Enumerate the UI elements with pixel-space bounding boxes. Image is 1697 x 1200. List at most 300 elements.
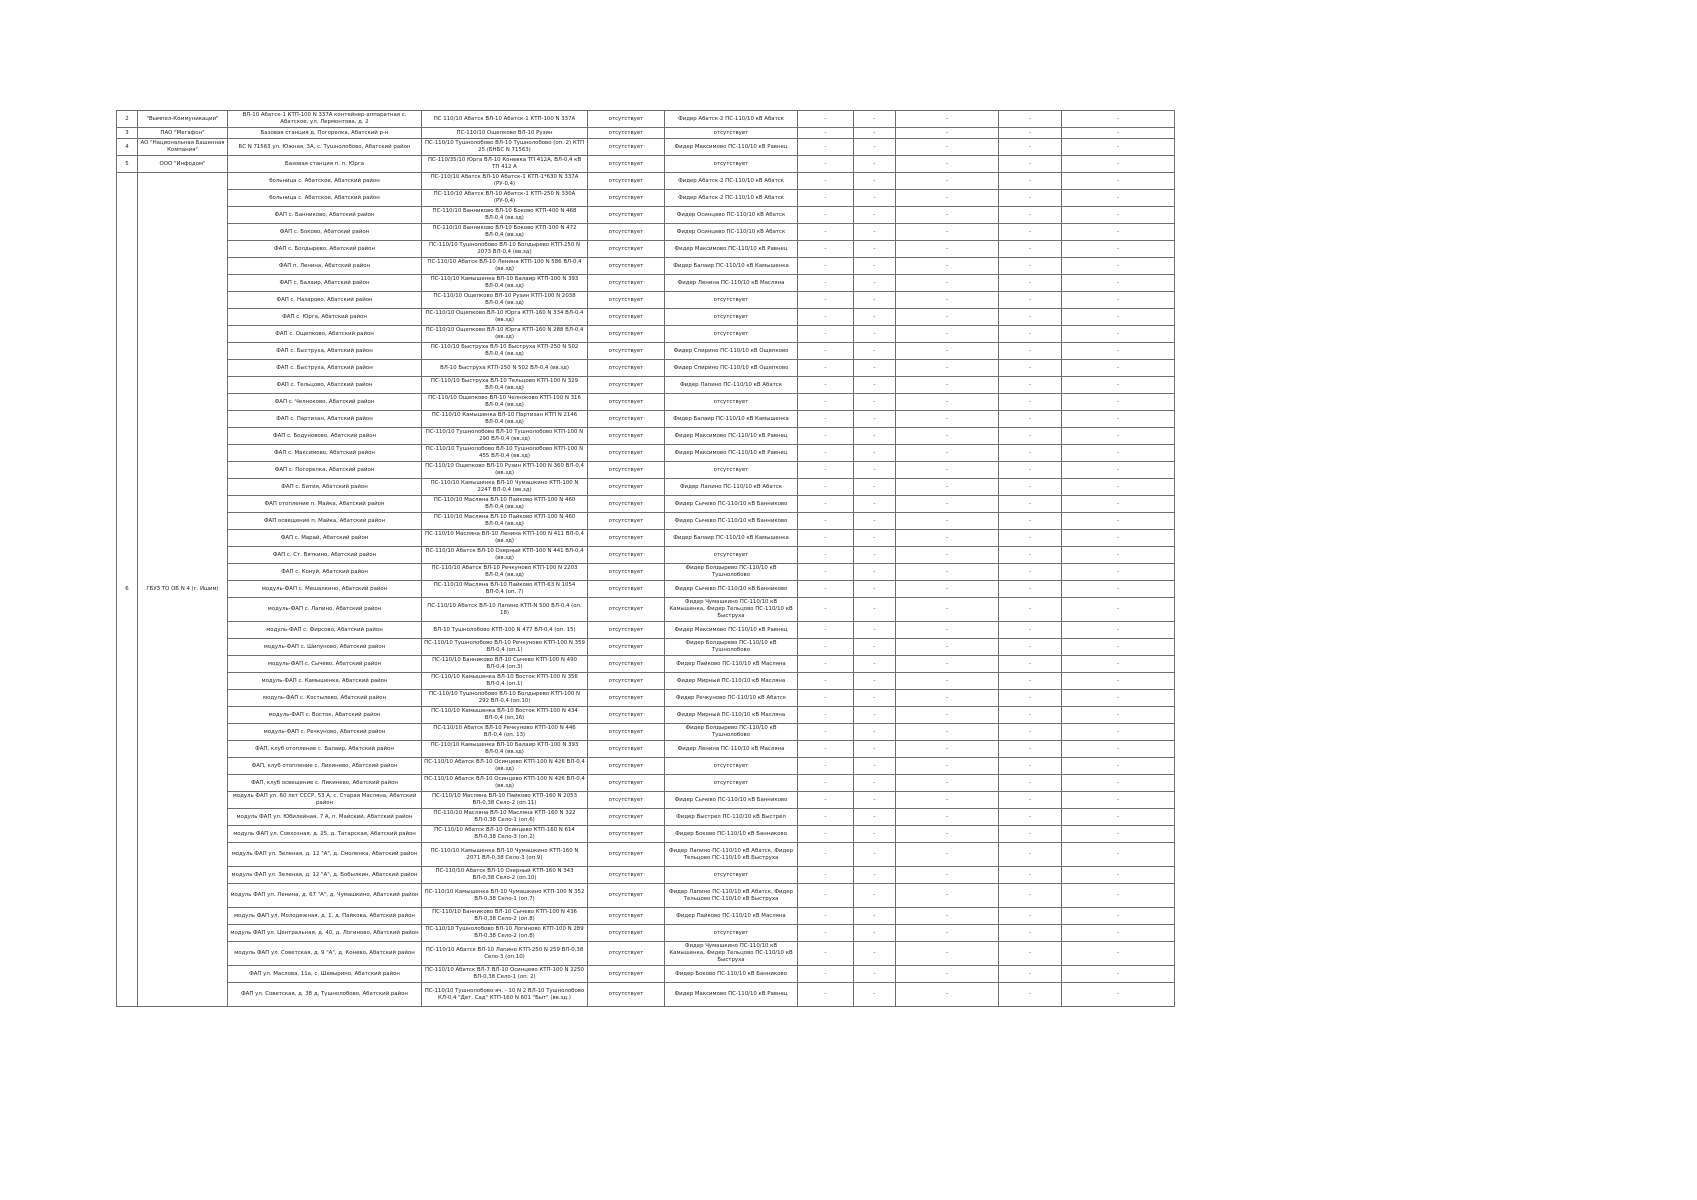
cell-feeder: Фидер Ленина ПС-110/10 кВ Масляна <box>665 741 798 758</box>
cell-obj: ФАП с. Ст. Вяткино, Абатский район <box>228 547 422 564</box>
cell-c4: - <box>999 139 1062 156</box>
cell-c2: - <box>854 326 896 343</box>
table-row <box>117 983 1175 1007</box>
cell-c4: - <box>999 513 1062 530</box>
table-row <box>117 942 1175 966</box>
cell-obj: модуль-ФАП с. Восток, Абатский район <box>228 707 422 724</box>
cell-feeder: Фидер Максимово ПС-110/10 кВ Равнец <box>665 983 798 1007</box>
cell-res: отсутствует <box>588 843 665 867</box>
table-row <box>117 224 1175 241</box>
cell-res: отсутствует <box>588 656 665 673</box>
cell-obj: модуль-ФАП с. Шипуново, Абатский район <box>228 639 422 656</box>
table-row <box>117 884 1175 908</box>
cell-res: отсутствует <box>588 156 665 173</box>
cell-obj: модуль-ФАП с. Фирсово, Абатский район <box>228 622 422 639</box>
cell-c3: - <box>896 479 999 496</box>
cell-c2: - <box>854 942 896 966</box>
cell-c3: - <box>896 758 999 775</box>
cell-obj: ФАП отопление п. Майка, Абатский район <box>228 496 422 513</box>
cell-c1: - <box>798 156 854 173</box>
cell-obj: ФАП с. Юрга, Абатский район <box>228 309 422 326</box>
cell-c5: - <box>1062 622 1175 639</box>
cell-c3: - <box>896 639 999 656</box>
cell-c3: - <box>896 173 999 190</box>
cell-c3: - <box>896 884 999 908</box>
cell-feeder: Фидер Максимово ПС-110/10 кВ Равнец <box>665 622 798 639</box>
cell-c4: - <box>999 690 1062 707</box>
cell-obj: ФАП, клуб отопление с. Балаир, Абатский район <box>228 741 422 758</box>
cell-c5: - <box>1062 479 1175 496</box>
cell-c1: - <box>798 867 854 884</box>
organization: ООО "Инфодом" <box>138 156 228 173</box>
cell-c1: - <box>798 983 854 1007</box>
cell-feeder: Фидер Осинцево ПС-110/10 кВ Абатск <box>665 224 798 241</box>
cell-res: отсутствует <box>588 513 665 530</box>
cell-src: ПС-110/10 Абатск ВЛ-10 Озерный КТП-160 N 343 ВЛ-0,38 Село-2 (оп.10) <box>422 867 588 884</box>
cell-c3: - <box>896 275 999 292</box>
cell-res: отсутствует <box>588 547 665 564</box>
cell-c2: - <box>854 884 896 908</box>
cell-c3: - <box>896 258 999 275</box>
cell-c3: - <box>896 656 999 673</box>
cell-res: отсутствует <box>588 758 665 775</box>
cell-c4: - <box>999 530 1062 547</box>
cell-c1: - <box>798 741 854 758</box>
cell-feeder: Фидер Сычево ПС-110/10 кВ Банниково <box>665 581 798 598</box>
row-number: 6 <box>117 173 138 1007</box>
cell-c4: - <box>999 496 1062 513</box>
cell-c4: - <box>999 581 1062 598</box>
cell-c4: - <box>999 925 1062 942</box>
cell-c1: - <box>798 622 854 639</box>
cell-src: ВЛ-10 Тушнолобово КТП-100 N 477 ВЛ-0,4 (оп. 15) <box>422 622 588 639</box>
cell-feeder: Фидер Балаир ПС-110/10 кВ Камышенка <box>665 258 798 275</box>
table-body <box>117 111 1175 1007</box>
cell-feeder: Фидер Осинцево ПС-110/10 кВ Абатск <box>665 207 798 224</box>
cell-c2: - <box>854 741 896 758</box>
table-row <box>117 775 1175 792</box>
cell-feeder: Фидер Спирино ПС-110/10 кВ Ощепково <box>665 360 798 377</box>
cell-src: ВЛ-10 Быструха КТП-250 N 502 ВЛ-0,4 (вв.зд) <box>422 360 588 377</box>
cell-c5: - <box>1062 942 1175 966</box>
cell-feeder: Фидер Ленина ПС-110/10 кВ Масляна <box>665 275 798 292</box>
cell-feeder: отсутствует <box>665 156 798 173</box>
cell-c2: - <box>854 639 896 656</box>
cell-c5: - <box>1062 411 1175 428</box>
cell-obj: ФАП с. Максимово, Абатский район <box>228 445 422 462</box>
cell-c2: - <box>854 758 896 775</box>
cell-c1: - <box>798 428 854 445</box>
cell-c2: - <box>854 792 896 809</box>
cell-c3: - <box>896 966 999 983</box>
cell-c1: - <box>798 547 854 564</box>
cell-res: отсутствует <box>588 598 665 622</box>
cell-c4: - <box>999 724 1062 741</box>
cell-c4: - <box>999 792 1062 809</box>
cell-c3: - <box>896 428 999 445</box>
cell-res: отсутствует <box>588 707 665 724</box>
cell-c4: - <box>999 190 1062 207</box>
cell-c1: - <box>798 224 854 241</box>
cell-c3: - <box>896 673 999 690</box>
cell-c5: - <box>1062 707 1175 724</box>
cell-c1: - <box>798 598 854 622</box>
table-row <box>117 564 1175 581</box>
cell-c5: - <box>1062 394 1175 411</box>
cell-c1: - <box>798 707 854 724</box>
cell-c2: - <box>854 275 896 292</box>
cell-c3: - <box>896 925 999 942</box>
cell-res: отсутствует <box>588 309 665 326</box>
cell-c3: - <box>896 724 999 741</box>
cell-res: отсутствует <box>588 241 665 258</box>
cell-src: ПС-110/10 Тушнолобово яч. - 10 N 2 ВЛ-10 Тушнолобово КЛ-0,4 "Дет. Сад" КТП-160 N 601 "Быт" (вв.зд.) <box>422 983 588 1007</box>
cell-c2: - <box>854 377 896 394</box>
cell-res: отсутствует <box>588 673 665 690</box>
cell-feeder: отсутствует <box>665 867 798 884</box>
cell-obj: БС N 71563 ул. Южная, 3А, с. Тушнолобово, Абатский район <box>228 139 422 156</box>
cell-feeder: Фидер Боково ПС-110/10 кВ Банниково <box>665 966 798 983</box>
cell-src: ПС-110/10 Быструха ВЛ-10 Быструха КТП-250 N 502 ВЛ-0,4 (вв.зд) <box>422 343 588 360</box>
table-row <box>117 479 1175 496</box>
cell-src: ПС-110/10 Масляна ВЛ-10 Пайково КТП-63 N 1054 ВЛ-0,4 (оп. 7) <box>422 581 588 598</box>
cell-feeder: отсутствует <box>665 128 798 139</box>
cell-src: ПС-110/10 Быструха ВЛ-10 Тельцово КТП-100 N 329 ВЛ-0,4 (вв.зд) <box>422 377 588 394</box>
cell-c5: - <box>1062 513 1175 530</box>
cell-c3: - <box>896 496 999 513</box>
cell-feeder: Фидер Болдырево ПС-110/10 кВ Тушнолобово <box>665 724 798 741</box>
cell-c1: - <box>798 377 854 394</box>
cell-c1: - <box>798 394 854 411</box>
cell-feeder: Фидер Абатск-2 ПС-110/10 кВ Абатск <box>665 111 798 128</box>
cell-c2: - <box>854 673 896 690</box>
cell-c1: - <box>798 925 854 942</box>
organization: АО "Национальная Башенная Компания" <box>138 139 228 156</box>
cell-feeder: отсутствует <box>665 775 798 792</box>
cell-feeder: отсутствует <box>665 462 798 479</box>
cell-c2: - <box>854 690 896 707</box>
cell-c1: - <box>798 128 854 139</box>
cell-c3: - <box>896 224 999 241</box>
cell-c4: - <box>999 309 1062 326</box>
cell-c5: - <box>1062 462 1175 479</box>
cell-src: ПС-110/10 Абатск ВЛ-10 Осинцево КТП-100 N 426 ВЛ-0,4 (вв.зд) <box>422 775 588 792</box>
cell-res: отсутствует <box>588 258 665 275</box>
table-row <box>117 128 1175 139</box>
cell-c1: - <box>798 758 854 775</box>
cell-c3: - <box>896 775 999 792</box>
cell-c5: - <box>1062 530 1175 547</box>
cell-res: отсутствует <box>588 377 665 394</box>
cell-c2: - <box>854 724 896 741</box>
row-number: 2 <box>117 111 138 128</box>
cell-src: ПС-110/10 Камышенка ВЛ-10 Балаир КТП-100 N 393 ВЛ-0,4 (вв.зд) <box>422 275 588 292</box>
cell-c4: - <box>999 394 1062 411</box>
cell-src: ПС-110/10 Ощепково ВЛ-10 Рузин <box>422 128 588 139</box>
cell-c4: - <box>999 479 1062 496</box>
cell-feeder: Фидер Пайково ПС-110/10 кВ Масляна <box>665 656 798 673</box>
cell-c2: - <box>854 462 896 479</box>
cell-c4: - <box>999 343 1062 360</box>
cell-obj: ФАП с. Челноково, Абатский район <box>228 394 422 411</box>
cell-c3: - <box>896 983 999 1007</box>
table-row <box>117 925 1175 942</box>
cell-c4: - <box>999 224 1062 241</box>
cell-c2: - <box>854 966 896 983</box>
cell-obj: модуль ФАП ул. Юбилейная, 7 А, п. Майский, Абатский район <box>228 809 422 826</box>
cell-c5: - <box>1062 496 1175 513</box>
cell-c4: - <box>999 241 1062 258</box>
table-row <box>117 462 1175 479</box>
cell-obj: ФАП с. Назарово, Абатский район <box>228 292 422 309</box>
cell-src: ПС-110/10 Абатск ВЛ-10 Абатск-1 КТП-1*630 N 337А (РУ-0,4) <box>422 173 588 190</box>
cell-feeder: Фидер Болдырево ПС-110/10 кВ Тушнолобово <box>665 564 798 581</box>
table-row <box>117 207 1175 224</box>
cell-feeder: Фидер Максимово ПС-110/10 кВ Равнец <box>665 139 798 156</box>
cell-c5: - <box>1062 809 1175 826</box>
cell-c2: - <box>854 292 896 309</box>
cell-src: ПС-110/10 Камышенка ВЛ-10 Чумашкино КТП-160 N 2071 ВЛ-0,38 Село-3 (оп.9) <box>422 843 588 867</box>
table-row <box>117 809 1175 826</box>
cell-c3: - <box>896 843 999 867</box>
cell-c4: - <box>999 128 1062 139</box>
cell-obj: модуль ФАП ул. Зеленая, д. 12 "А", д. Бобылкин, Абатский район <box>228 867 422 884</box>
cell-c5: - <box>1062 173 1175 190</box>
cell-res: отсутствует <box>588 445 665 462</box>
cell-c4: - <box>999 809 1062 826</box>
cell-c4: - <box>999 884 1062 908</box>
cell-c4: - <box>999 360 1062 377</box>
cell-obj: ВЛ-10 Абатск-1 КТП-100 N 337А контейнер-аппаратная с. Абатское, ул. Лермонтова, д. 2 <box>228 111 422 128</box>
cell-feeder: Фидер Лапино ПС-110/10 кВ Абатск, Фидер Тельцово ПС-110/10 кВ Быструха <box>665 843 798 867</box>
cell-obj: ФАП с. Банниково, Абатский район <box>228 207 422 224</box>
cell-c5: - <box>1062 983 1175 1007</box>
cell-c1: - <box>798 673 854 690</box>
cell-src: ПС-110/10 Абатск ВЛ-10 Абатск-1 КТП-250 N 330А (РУ-0,4) <box>422 190 588 207</box>
cell-src: ПС-110/10 Абатск ВЛ-10 Речкуново КТП-100 N 446 ВЛ-0,4 (оп. 13) <box>422 724 588 741</box>
cell-c5: - <box>1062 343 1175 360</box>
cell-feeder: Фидер Речкуново ПС-110/10 кВ Абатск <box>665 690 798 707</box>
cell-c2: - <box>854 925 896 942</box>
cell-c1: - <box>798 809 854 826</box>
cell-c2: - <box>854 908 896 925</box>
cell-c3: - <box>896 581 999 598</box>
row-number: 5 <box>117 156 138 173</box>
cell-obj: больница с. Абатское, Абатский район <box>228 173 422 190</box>
cell-c4: - <box>999 411 1062 428</box>
cell-obj: ФАП с. Марай, Абатский район <box>228 530 422 547</box>
cell-c3: - <box>896 111 999 128</box>
cell-c5: - <box>1062 564 1175 581</box>
cell-c2: - <box>854 530 896 547</box>
cell-c3: - <box>896 707 999 724</box>
cell-src: ПС-110/10 Масляна ВЛ-10 Масляна КТП-160 N 322 ВЛ-0,38 Село-1 (оп.6) <box>422 809 588 826</box>
cell-res: отсутствует <box>588 983 665 1007</box>
cell-c3: - <box>896 547 999 564</box>
cell-c1: - <box>798 966 854 983</box>
cell-c5: - <box>1062 360 1175 377</box>
table-row <box>117 690 1175 707</box>
cell-c2: - <box>854 843 896 867</box>
cell-c4: - <box>999 428 1062 445</box>
cell-res: отсутствует <box>588 826 665 843</box>
cell-feeder: Фидер Абатск-2 ПС-110/10 кВ Абатск <box>665 190 798 207</box>
cell-c2: - <box>854 258 896 275</box>
cell-c2: - <box>854 707 896 724</box>
cell-res: отсутствует <box>588 639 665 656</box>
table-row <box>117 530 1175 547</box>
cell-c5: - <box>1062 884 1175 908</box>
cell-c4: - <box>999 547 1062 564</box>
cell-c5: - <box>1062 792 1175 809</box>
cell-c3: - <box>896 462 999 479</box>
cell-src: ПС-110/10 Масляна ВЛ-10 Пайково КТП-100 N 460 ВЛ-0,4 (вв.зд) <box>422 513 588 530</box>
cell-res: отсутствует <box>588 207 665 224</box>
table-row <box>117 724 1175 741</box>
cell-c5: - <box>1062 275 1175 292</box>
cell-res: отсутствует <box>588 741 665 758</box>
table-row <box>117 707 1175 724</box>
cell-c1: - <box>798 173 854 190</box>
cell-c5: - <box>1062 292 1175 309</box>
cell-c2: - <box>854 445 896 462</box>
cell-res: отсутствует <box>588 966 665 983</box>
cell-c2: - <box>854 411 896 428</box>
table-row <box>117 673 1175 690</box>
table-row <box>117 173 1175 190</box>
cell-src: ПС-110/10 Тушнолобово ВЛ-10 Тушнолобово (оп. 2) КТП 25 (БНБС N 71563) <box>422 139 588 156</box>
table-row <box>117 377 1175 394</box>
cell-c5: - <box>1062 690 1175 707</box>
cell-c2: - <box>854 622 896 639</box>
cell-feeder: Фидер Сычево ПС-110/10 кВ Банниково <box>665 513 798 530</box>
cell-res: отсутствует <box>588 564 665 581</box>
cell-src: ПС-110/10 Банниково ВЛ-10 Сычево КТП-100 N 436 ВЛ-0,38 Село-2 (оп.8) <box>422 908 588 925</box>
cell-c4: - <box>999 942 1062 966</box>
cell-res: отсутствует <box>588 724 665 741</box>
cell-src: ПС-110/10 Камышенка ВЛ-10 Балаир КТП-100 N 393 ВЛ-0,4 (вв.зд) <box>422 741 588 758</box>
cell-c1: - <box>798 690 854 707</box>
cell-res: отсутствует <box>588 775 665 792</box>
cell-c5: - <box>1062 111 1175 128</box>
cell-obj: модуль ФАП ул. Молодежная, д. 1, д. Пайкова, Абатский район <box>228 908 422 925</box>
cell-res: отсутствует <box>588 479 665 496</box>
cell-c1: - <box>798 207 854 224</box>
cell-obj: ФАП, клуб освещение с. Ликинево, Абатский район <box>228 775 422 792</box>
cell-c5: - <box>1062 139 1175 156</box>
cell-res: отсутствует <box>588 173 665 190</box>
cell-c3: - <box>896 292 999 309</box>
cell-c2: - <box>854 207 896 224</box>
cell-feeder: Фидер Лапино ПС-110/10 кВ Абатск, Фидер Тельцово ПС-110/10 кВ Быструха <box>665 884 798 908</box>
cell-src: ПС-110/10 Тушнолобово ВЛ-10 Речкуново КТП-100 N 359 ВЛ-0,4 (оп.1) <box>422 639 588 656</box>
cell-feeder: Фидер Абатск-2 ПС-110/10 кВ Абатск <box>665 173 798 190</box>
cell-src: ПС-110/10 Абатск ВЛ-10 Озерный КТП-100 N 441 ВЛ-0,4 (вв.зд) <box>422 547 588 564</box>
cell-c5: - <box>1062 377 1175 394</box>
cell-obj: ФАП с. Бодуновово, Абатский район <box>228 428 422 445</box>
table-row <box>117 309 1175 326</box>
cell-c2: - <box>854 343 896 360</box>
cell-res: отсутствует <box>588 139 665 156</box>
cell-c3: - <box>896 867 999 884</box>
cell-c1: - <box>798 942 854 966</box>
cell-c3: - <box>896 394 999 411</box>
cell-feeder: Фидер Балаир ПС-110/10 кВ Камышенка <box>665 530 798 547</box>
table-row <box>117 758 1175 775</box>
cell-c4: - <box>999 983 1062 1007</box>
cell-res: отсутствует <box>588 622 665 639</box>
cell-c1: - <box>798 111 854 128</box>
cell-feeder: Фидер Мирный ПС-110/10 кВ Масляна <box>665 707 798 724</box>
cell-c2: - <box>854 867 896 884</box>
cell-res: отсутствует <box>588 224 665 241</box>
cell-c2: - <box>854 547 896 564</box>
cell-c3: - <box>896 207 999 224</box>
cell-feeder: Фидер Чумашкино ПС-110/10 кВ Камышенка, Фидер Тельцово ПС-110/10 кВ Быструха <box>665 942 798 966</box>
cell-c2: - <box>854 598 896 622</box>
cell-obj: ФАП освещение п. Майка, Абатский район <box>228 513 422 530</box>
cell-res: отсутствует <box>588 292 665 309</box>
table-row <box>117 394 1175 411</box>
cell-c3: - <box>896 564 999 581</box>
cell-c3: - <box>896 190 999 207</box>
table-row <box>117 445 1175 462</box>
cell-c4: - <box>999 673 1062 690</box>
cell-src: ПС-110/10 Абатск ВЛ-10 Осинцево КТП-160 N 614 ВЛ-0,38 Село-3 (оп.2) <box>422 826 588 843</box>
cell-obj: ФАП с. Боково, Абатский район <box>228 224 422 241</box>
cell-c5: - <box>1062 673 1175 690</box>
cell-c4: - <box>999 173 1062 190</box>
cell-c3: - <box>896 792 999 809</box>
cell-obj: модуль-ФАП с. Лапино, Абатский район <box>228 598 422 622</box>
cell-c3: - <box>896 360 999 377</box>
table-row <box>117 867 1175 884</box>
cell-feeder: Фидер Сычево ПС-110/10 кВ Банниково <box>665 792 798 809</box>
table-row <box>117 411 1175 428</box>
cell-src: ПС-110/10 Масляна ВЛ-10 Пайково КТП-100 N 460 ВЛ-0,4 (вв.зд) <box>422 496 588 513</box>
cell-c4: - <box>999 966 1062 983</box>
cell-src: ПС-110/10 Ощепково ВЛ-10 Рузин КТП-100 N 360 ВЛ-0,4 (вв.зд) <box>422 462 588 479</box>
cell-obj: ФАП, клуб отопление с. Ликинево, Абатский район <box>228 758 422 775</box>
cell-c2: - <box>854 428 896 445</box>
cell-feeder: отсутствует <box>665 547 798 564</box>
cell-c5: - <box>1062 428 1175 445</box>
cell-obj: ФАП ул. Советская, д. 38 д, Тушнолобово, Абатский район <box>228 983 422 1007</box>
cell-c3: - <box>896 622 999 639</box>
cell-obj: ФАП с. Болдырево, Абатский район <box>228 241 422 258</box>
cell-c3: - <box>896 908 999 925</box>
cell-c3: - <box>896 530 999 547</box>
cell-feeder: отсутствует <box>665 925 798 942</box>
cell-obj: модуль ФАП ул. Центральная, д. 40, д. Логиново, Абатский район <box>228 925 422 942</box>
cell-c2: - <box>854 826 896 843</box>
cell-c1: - <box>798 884 854 908</box>
cell-c1: - <box>798 360 854 377</box>
cell-c1: - <box>798 775 854 792</box>
cell-c4: - <box>999 292 1062 309</box>
cell-feeder: Фидер Максимово ПС-110/10 кВ Равнец <box>665 445 798 462</box>
cell-c2: - <box>854 394 896 411</box>
cell-src: ПС-110/10 Ощепково ВЛ-10 Юрга КТП-160 N 288 ВЛ-0,4 (вв.зд) <box>422 326 588 343</box>
cell-c3: - <box>896 156 999 173</box>
cell-res: отсутствует <box>588 792 665 809</box>
cell-obj: модуль-ФАП с. Костылево, Абатский район <box>228 690 422 707</box>
cell-c2: - <box>854 139 896 156</box>
cell-c4: - <box>999 758 1062 775</box>
cell-c5: - <box>1062 581 1175 598</box>
cell-src: ПС-110/10 Абатск ВЛ-10 Ленина КТП-100 N 586 ВЛ-0,4 (вв.зд) <box>422 258 588 275</box>
table-row <box>117 622 1175 639</box>
